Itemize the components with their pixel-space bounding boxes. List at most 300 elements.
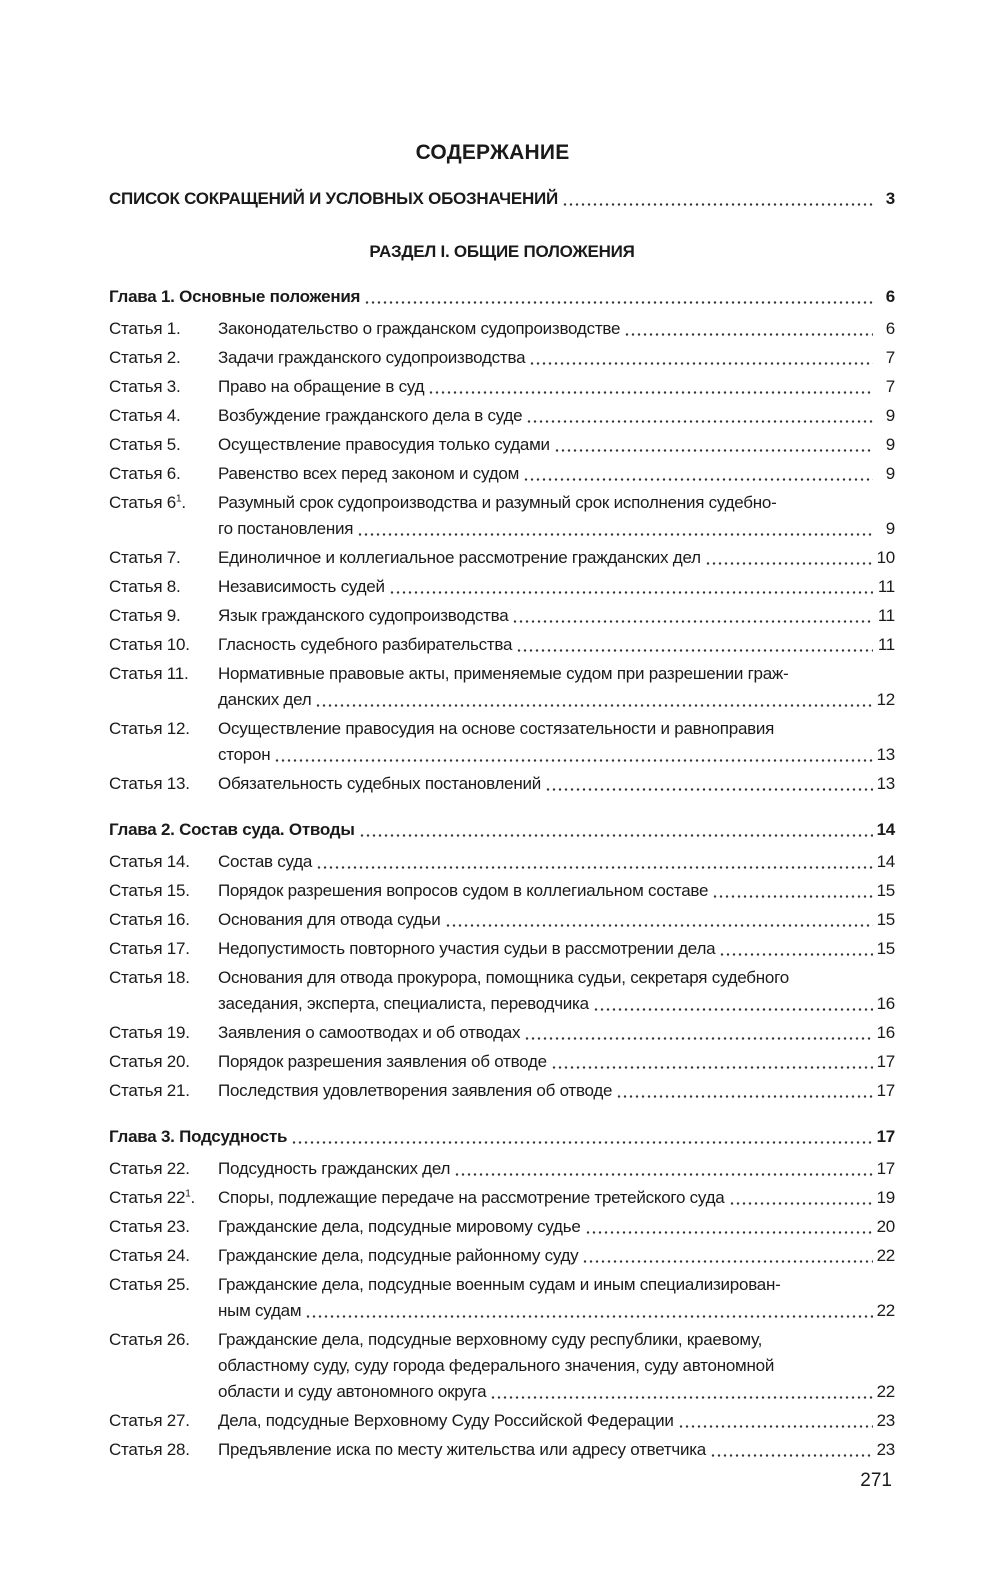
toc-page-number: 10 [876, 548, 895, 567]
article-title-line [218, 716, 895, 742]
article-number: 21. [166, 1081, 190, 1100]
article-body [218, 1078, 895, 1104]
article-body [218, 771, 895, 797]
page-title: СОДЕРЖАНИЕ [415, 141, 570, 164]
article-label: Статья $22^1$. [109, 1188, 196, 1207]
article-label [109, 374, 218, 400]
toc-article[interactable] [109, 1156, 895, 1185]
article-title-text: Предъявление иска по месту жительства или адресу ответчика [218, 1440, 706, 1459]
article-number: 8. [166, 577, 181, 596]
toc-article[interactable] [109, 316, 895, 345]
article-word: Статья [109, 1052, 163, 1071]
article-title-text: Порядок разрешения вопросов судом в коллегиальном составе [218, 881, 709, 900]
article-label [109, 1327, 218, 1405]
article-title-line [218, 771, 895, 797]
toc-chapter-title: Глава 3. Подсудность [109, 1127, 288, 1146]
article-body [218, 632, 895, 658]
article-body [218, 936, 895, 962]
article-label [109, 849, 218, 875]
article-title-text: Возбуждение гражданского дела в суде [218, 406, 523, 425]
article-body [218, 1272, 895, 1324]
article-title-text: заседания, эксперта, специалиста, переводчика [218, 994, 589, 1013]
article-title-line [218, 603, 895, 629]
article-number: 22. [166, 1159, 190, 1178]
article-number: 19. [166, 1023, 190, 1042]
article-title-line [218, 661, 895, 687]
article-title-line [218, 461, 895, 487]
article-word: Статья [109, 774, 163, 793]
article-body [218, 574, 895, 600]
article-word: Статья [109, 719, 163, 738]
dot-leader [719, 953, 872, 956]
section-heading: РАЗДЕЛ I. ОБЩИЕ ПОЛОЖЕНИЯ [369, 242, 635, 261]
toc-article[interactable] [109, 1327, 895, 1408]
article-label [109, 461, 218, 487]
article-title-line [218, 432, 895, 458]
article-label: Статья $6^1$. [109, 493, 186, 512]
dot-leader [678, 1425, 873, 1428]
dot-leader [585, 1231, 873, 1234]
article-word: Статья [109, 464, 163, 483]
article-body [218, 1020, 895, 1046]
article-title-text: Основания для отвода прокурора, помощника судьи, секретаря судебного [218, 968, 789, 987]
article-label [109, 1408, 218, 1434]
toc-page-number: 13 [876, 774, 895, 793]
article-word: Статья [109, 635, 163, 654]
toc-page-number: 23 [876, 1411, 895, 1430]
article-title-text: Нормативные правовые акты, применяемые судом при разрешении граж- [218, 664, 789, 683]
toc-chapter[interactable] [109, 817, 895, 849]
article-title-line [218, 632, 895, 658]
toc-article[interactable] [109, 574, 895, 603]
article-title-line [218, 965, 895, 991]
toc-article[interactable] [109, 403, 895, 432]
dot-leader [729, 1202, 873, 1205]
article-title-text: Гражданские дела, подсудные верховному суду республики, краевому, [218, 1330, 763, 1349]
article-body [218, 403, 895, 429]
article-number: 23. [166, 1217, 190, 1236]
article-word: Статья [109, 1411, 163, 1430]
article-title-line [218, 1214, 895, 1240]
article-label [109, 603, 218, 629]
article-title-line [218, 1327, 895, 1353]
toc-article[interactable] [109, 461, 895, 490]
article-title-text: Право на обращение в суд [218, 377, 425, 396]
dot-leader [357, 533, 873, 536]
dot-leader [705, 562, 873, 565]
toc-article[interactable] [109, 1049, 895, 1078]
article-title-text: Порядок разрешения заявления об отводе [218, 1052, 547, 1071]
article-title-text: го постановления [218, 519, 354, 538]
table-of-contents [109, 186, 895, 1466]
article-body [218, 1049, 895, 1075]
dot-leader [582, 1260, 872, 1263]
article-body [218, 849, 895, 875]
toc-page-number: 7 [885, 377, 895, 396]
article-title-line [218, 1243, 895, 1269]
article-title-text: Задачи гражданского судопроизводства [218, 348, 526, 367]
article-title-text: Заявления о самоотводах и об отводах [218, 1023, 521, 1042]
toc-page-number: 3 [885, 189, 895, 208]
article-title-text: Обязательность судебных постановлений [218, 774, 542, 793]
dot-leader [593, 1008, 873, 1011]
article-number: 15. [166, 881, 190, 900]
article-title-line [218, 936, 895, 962]
dot-leader [428, 391, 873, 394]
article-body [218, 316, 895, 342]
dot-leader [274, 759, 872, 762]
toc-article[interactable] [109, 345, 895, 374]
article-title-line [218, 687, 895, 713]
article-title-line [218, 574, 895, 600]
toc-article[interactable] [109, 716, 895, 771]
article-title-text: области и суду автономного округа [218, 1382, 487, 1401]
toc-page-number: 9 [885, 464, 895, 483]
article-title-text: Подсудность гражданских дел [218, 1159, 451, 1178]
article-body [218, 432, 895, 458]
toc-page-number: 17 [876, 1081, 895, 1100]
article-label [109, 403, 218, 429]
toc-article[interactable] [109, 849, 895, 878]
toc-article[interactable] [109, 1272, 895, 1327]
article-word: Статья [109, 406, 163, 425]
article-title-line [218, 1078, 895, 1104]
toc-page-number: 9 [885, 435, 895, 454]
article-title-text: Основания для отвода судьи [218, 910, 441, 929]
toc-page-number: 11 [877, 577, 895, 596]
toc-page-number: 14 [876, 820, 895, 839]
article-body [218, 661, 895, 713]
toc-page-number: 19 [876, 1188, 895, 1207]
article-number: 2. [166, 348, 181, 367]
article-superscript: 1 [185, 1188, 191, 1200]
article-body [218, 1437, 895, 1463]
article-number: 7. [166, 548, 181, 567]
article-title-line [218, 345, 895, 371]
dot-leader [545, 788, 873, 791]
article-word: Статья [109, 881, 163, 900]
article-word: Статья [109, 1440, 163, 1459]
article-title-text: Гражданские дела, подсудные мировому судье [218, 1217, 581, 1236]
article-word: Статья [109, 939, 163, 958]
article-label [109, 1078, 218, 1104]
toc-page-number: 6 [885, 287, 895, 306]
toc-article[interactable] [109, 771, 895, 800]
article-number: 20. [166, 1052, 190, 1071]
article-label [109, 345, 218, 371]
article-number: 24. [166, 1246, 190, 1265]
article-title-text: сторон [218, 745, 271, 764]
toc-page-number: 22 [876, 1382, 895, 1401]
article-label [109, 661, 218, 713]
article-title-line [218, 878, 895, 904]
toc-page-number: 9 [885, 406, 895, 425]
toc-page-number: 17 [876, 1052, 895, 1071]
article-title-text: Гражданские дела, подсудные районному суду [218, 1246, 579, 1265]
article-body [218, 490, 895, 542]
article-number: 4. [166, 406, 181, 425]
toc-page-number: 17 [876, 1159, 895, 1178]
article-title-text: Осуществление правосудия только судами [218, 435, 550, 454]
toc-article[interactable] [109, 1020, 895, 1049]
article-number: 6 [166, 493, 177, 512]
article-number: 3. [166, 377, 181, 396]
article-body [218, 545, 895, 571]
toc-chapter[interactable] [109, 1124, 895, 1156]
toc-chapter[interactable] [109, 284, 895, 316]
toc-page-number: 6 [885, 319, 895, 338]
toc-page-number: 9 [885, 519, 895, 538]
toc-page-number: 16 [876, 1023, 895, 1042]
toc-page-number: 14 [876, 852, 895, 871]
toc-page-number: 15 [876, 910, 895, 929]
dot-leader [359, 834, 873, 837]
article-number: 14. [166, 852, 190, 871]
article-body [218, 345, 895, 371]
article-title-line [218, 516, 895, 542]
article-title-line [218, 907, 895, 933]
article-word: Статья [109, 1081, 163, 1100]
dot-leader [616, 1095, 872, 1098]
article-label [109, 716, 218, 768]
toc-article[interactable] [109, 907, 895, 936]
article-title-line [218, 991, 895, 1017]
article-label [109, 907, 218, 933]
article-word: Статья [109, 319, 163, 338]
article-label [109, 771, 218, 797]
article-label [109, 1156, 218, 1182]
article-word: Статья [109, 377, 163, 396]
article-number: 1. [166, 319, 181, 338]
dot-leader [364, 301, 873, 304]
article-title-line [218, 374, 895, 400]
dot-leader [516, 649, 873, 652]
toc-page-number: 20 [876, 1217, 895, 1236]
article-title-line [218, 403, 895, 429]
article-label [109, 1049, 218, 1075]
toc-article[interactable] [109, 432, 895, 461]
article-label [109, 1272, 218, 1324]
toc-article[interactable] [109, 878, 895, 907]
article-title-line [218, 1353, 895, 1379]
dot-leader [562, 203, 873, 206]
article-number: 22 [166, 1188, 186, 1207]
article-title-text: Гласность судебного разбирательства [218, 635, 513, 654]
article-title-line [218, 545, 895, 571]
article-number: 18. [166, 968, 190, 987]
toc-article[interactable] [109, 1185, 895, 1214]
dot-leader [554, 449, 873, 452]
article-title-line [218, 742, 895, 768]
toc-page-number: 15 [876, 881, 895, 900]
article-body [218, 1214, 895, 1240]
article-word: Статья [109, 910, 163, 929]
article-number: 27. [166, 1411, 190, 1430]
article-label [109, 632, 218, 658]
article-label [109, 432, 218, 458]
article-title-text: Осуществление правосудия на основе состязательности и равноправия [218, 719, 775, 738]
article-word: Статья [109, 1330, 163, 1349]
toc-abbreviations[interactable] [109, 186, 895, 212]
page-number: 271 [860, 1470, 892, 1491]
toc-page-number: 11 [877, 606, 895, 625]
toc-page-number: 17 [876, 1127, 895, 1146]
article-title-text: Независимость судей [218, 577, 385, 596]
article-title-text: Равенство всех перед законом и судом [218, 464, 520, 483]
toc-entry-title: СПИСОК СОКРАЩЕНИЙ И УСЛОВНЫХ ОБОЗНАЧЕНИЙ [109, 189, 558, 208]
dot-leader [315, 704, 872, 707]
article-title-line [218, 1437, 895, 1463]
toc-article[interactable] [109, 1437, 895, 1466]
article-title-text: Последствия удовлетворения заявления об отводе [218, 1081, 613, 1100]
dot-leader [524, 1037, 872, 1040]
article-body [218, 461, 895, 487]
article-number: 25. [166, 1275, 190, 1294]
article-title-text: ным судам [218, 1301, 302, 1320]
article-label [109, 936, 218, 962]
dot-leader [551, 1066, 873, 1069]
article-title-text: Дела, подсудные Верховному Суду Российской Федерации [218, 1411, 674, 1430]
article-label [109, 965, 218, 1017]
toc-chapter-title: Глава 2. Состав суда. Отводы [109, 820, 355, 839]
toc-article[interactable] [109, 965, 895, 1020]
toc-page-number: 22 [876, 1246, 895, 1265]
article-body [218, 374, 895, 400]
article-title-line [218, 490, 895, 516]
dot-leader [389, 591, 873, 594]
toc-page-number: 16 [876, 994, 895, 1013]
toc-article[interactable] [109, 374, 895, 403]
article-word: Статья [109, 852, 163, 871]
article-title-text: Споры, подлежащие передаче на рассмотрение третейского суда [218, 1188, 725, 1207]
article-label [109, 1437, 218, 1463]
article-title-line [218, 1408, 895, 1434]
article-label [109, 1020, 218, 1046]
article-number: 16. [166, 910, 190, 929]
toc-page-number: 7 [885, 348, 895, 367]
article-body [218, 965, 895, 1017]
article-word: Статья [109, 1188, 163, 1207]
article-title-line [218, 849, 895, 875]
article-title-text: Законодательство о гражданском судопроизводстве [218, 319, 621, 338]
toc-page-number: 15 [876, 939, 895, 958]
article-superscript: 1 [176, 493, 182, 505]
article-label [109, 1243, 218, 1269]
article-word: Статья [109, 968, 163, 987]
article-word: Статья [109, 493, 163, 512]
article-word: Статья [109, 606, 163, 625]
toc-page-number: 13 [876, 745, 895, 764]
article-title-line [218, 1379, 895, 1405]
dot-leader [490, 1396, 872, 1399]
article-number: 17. [166, 939, 190, 958]
article-title-line [218, 1298, 895, 1324]
article-word: Статья [109, 1246, 163, 1265]
article-title-text: данских дел [218, 690, 312, 709]
article-word: Статья [109, 348, 163, 367]
dot-leader [529, 362, 873, 365]
article-title-text: Гражданские дела, подсудные военным судам и иным специализирован- [218, 1275, 781, 1294]
article-body [218, 1243, 895, 1269]
article-title-text: Недопустимость повторного участия судьи в рассмотрении дела [218, 939, 716, 958]
toc-article[interactable] [109, 1243, 895, 1272]
toc-page-number: 11 [877, 635, 895, 654]
article-number: 12. [166, 719, 190, 738]
toc-article[interactable] [109, 632, 895, 661]
article-body [218, 878, 895, 904]
article-number: 11. [166, 664, 189, 683]
article-title-text: Язык гражданского судопроизводства [218, 606, 509, 625]
article-word: Статья [109, 1275, 163, 1294]
dot-leader [523, 478, 873, 481]
dot-leader [316, 866, 872, 869]
dot-leader [710, 1454, 873, 1457]
article-title-text: Единоличное и коллегиальное рассмотрение гражданских дел [218, 548, 701, 567]
toc-page-number: 12 [876, 690, 895, 709]
article-number: 13. [166, 774, 190, 793]
toc-article[interactable] [109, 490, 895, 545]
article-body [218, 603, 895, 629]
toc-page-number: 22 [876, 1301, 895, 1320]
article-word: Статья [109, 435, 163, 454]
article-body [218, 1156, 895, 1182]
dot-leader [712, 895, 872, 898]
dot-leader [445, 924, 873, 927]
toc-article[interactable] [109, 1408, 895, 1437]
article-number: 6. [166, 464, 181, 483]
toc-article[interactable] [109, 545, 895, 574]
article-title-line [218, 1020, 895, 1046]
toc-article[interactable] [109, 603, 895, 632]
article-title-line [218, 1185, 895, 1211]
article-title-text: областному суду, суду города федерального значения, суду автономной [218, 1356, 775, 1375]
article-title-text: Состав суда [218, 852, 313, 871]
article-body [218, 1185, 895, 1211]
article-number: 28. [166, 1440, 190, 1459]
article-body [218, 716, 895, 768]
toc-article[interactable] [109, 1214, 895, 1243]
toc-chapter-title: Глава 1. Основные положения [109, 287, 361, 306]
article-word: Статья [109, 577, 163, 596]
dot-leader [512, 620, 873, 623]
article-body [218, 1408, 895, 1434]
article-number: 26. [166, 1330, 190, 1349]
article-label [109, 316, 218, 342]
article-number: 10. [166, 635, 190, 654]
toc-page-number: 23 [876, 1440, 895, 1459]
dot-leader [624, 333, 873, 336]
article-word: Статья [109, 664, 163, 683]
dot-leader [526, 420, 873, 423]
article-title-line [218, 1049, 895, 1075]
article-word: Статья [109, 1159, 163, 1178]
article-title-line [218, 1272, 895, 1298]
toc-article[interactable] [109, 936, 895, 965]
dot-leader [291, 1141, 872, 1144]
article-word: Статья [109, 1023, 163, 1042]
toc-article[interactable] [109, 661, 895, 716]
toc-article[interactable] [109, 1078, 895, 1107]
article-number: 5. [166, 435, 181, 454]
article-word: Статья [109, 548, 163, 567]
article-body [218, 1327, 895, 1405]
article-title-text: Разумный срок судопроизводства и разумный срок исполнения судебно- [218, 493, 777, 512]
article-label [109, 545, 218, 571]
article-label [109, 878, 218, 904]
dot-leader [454, 1173, 872, 1176]
article-label [109, 574, 218, 600]
article-number: 9. [166, 606, 181, 625]
